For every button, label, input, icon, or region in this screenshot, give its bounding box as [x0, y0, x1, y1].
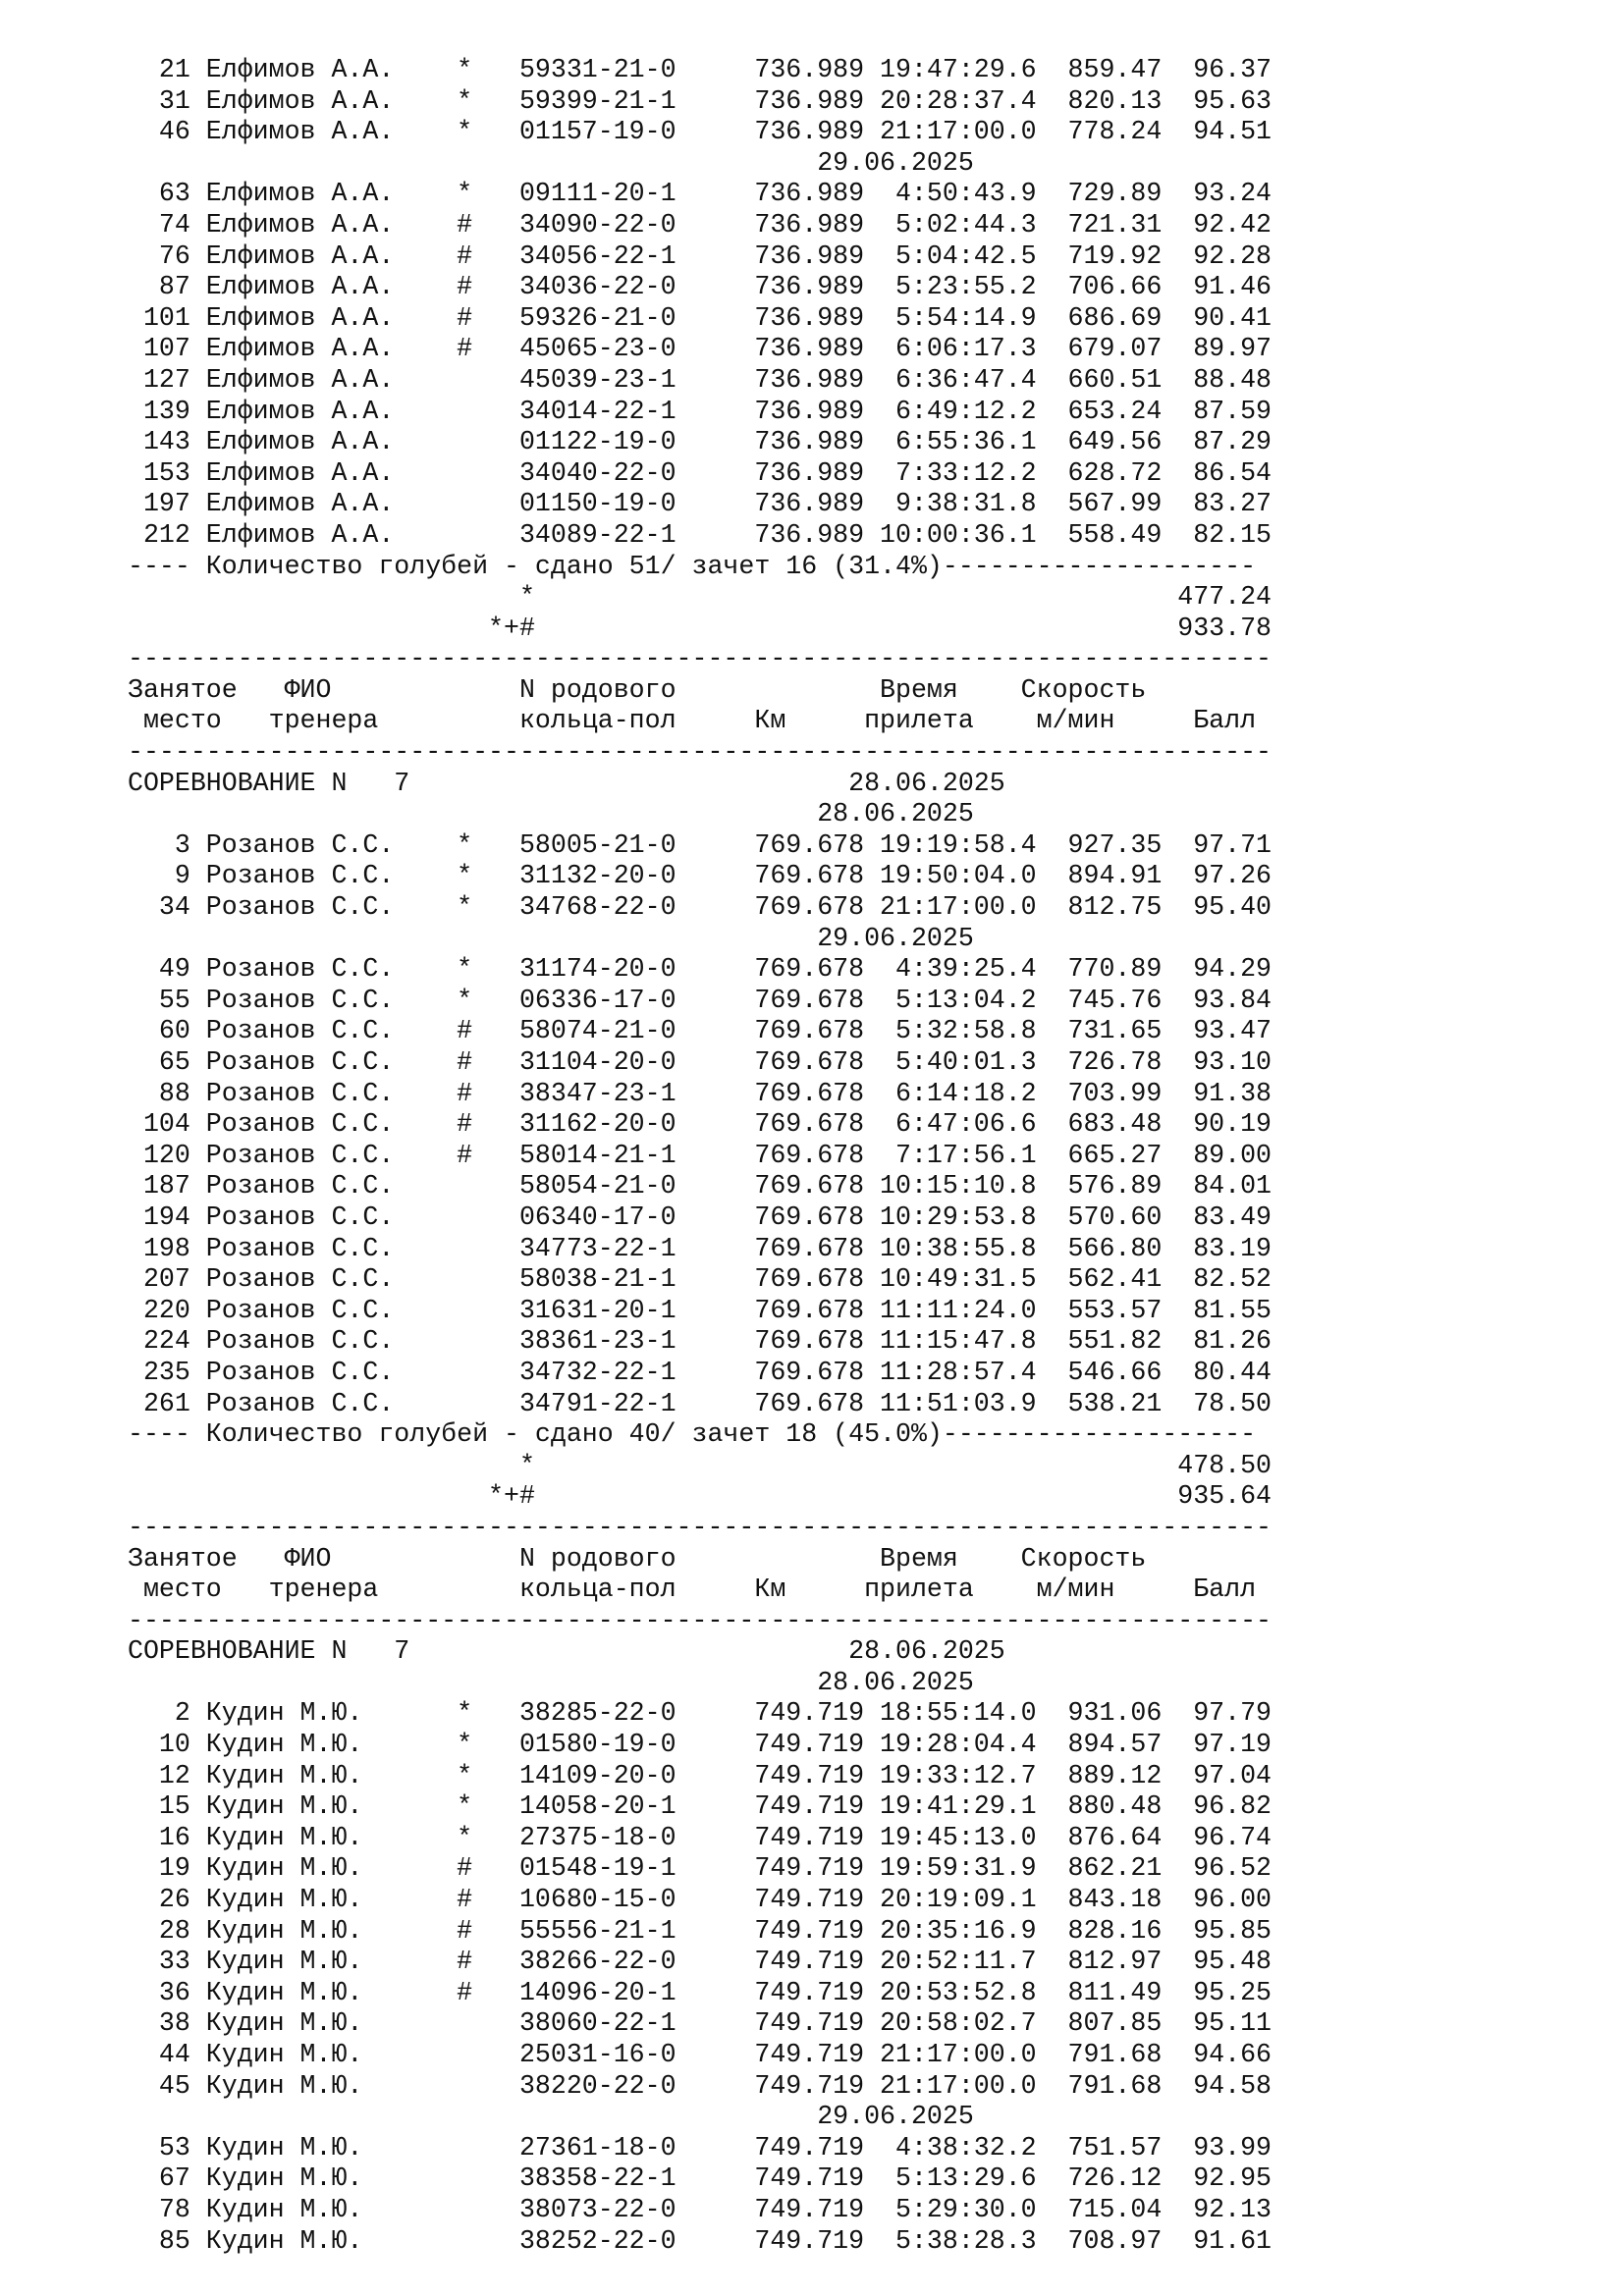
score-total-line: * 478.50 — [128, 1450, 1272, 1480]
results-printout — [128, 55, 1561, 2257]
column-header: место тренера кольца-пол Км прилета м/мин Балл — [128, 1575, 1257, 1605]
result-row: 16 Кудин М.Ю. * 27375-18-0 749.719 19:45:13.0 876.64 96.74 — [128, 1822, 1272, 1852]
column-header: Занятое ФИО N родового Время Скорость — [128, 674, 1147, 705]
result-row: 65 Розанов С.С. # 31104-20-0 769.678 5:40:01.3 726.78 93.10 — [128, 1047, 1272, 1077]
result-row: 212 Елфимов А.А. 34089-22-1 736.989 10:00:36.1 558.49 82.15 — [128, 519, 1272, 550]
result-row: 104 Розанов С.С. # 31162-20-0 769.678 6:47:06.6 683.48 90.19 — [128, 1109, 1272, 1140]
score-total-line: * 477.24 — [128, 582, 1272, 613]
result-row: 21 Елфимов А.А. * 59331-21-0 736.989 19:47:29.6 859.47 96.37 — [128, 55, 1272, 84]
competition-header: СОРЕВНОВАНИЕ N 7 28.06.2025 — [128, 768, 1005, 798]
result-row: 38 Кудин М.Ю. 38060-22-1 749.719 20:58:02.7 807.85 95.11 — [128, 2008, 1272, 2039]
result-row: 34 Розанов С.С. * 34768-22-0 769.678 21:17:00.0 812.75 95.40 — [128, 892, 1272, 923]
result-row: 49 Розанов С.С. * 31174-20-0 769.678 4:39:25.4 770.89 94.29 — [128, 954, 1272, 985]
result-row: 78 Кудин М.Ю. 38073-22-0 749.719 5:29:30.0 715.04 92.13 — [128, 2194, 1272, 2224]
result-row: 26 Кудин М.Ю. # 10680-15-0 749.719 20:19:09.1 843.18 96.00 — [128, 1885, 1272, 1915]
result-row: 46 Елфимов А.А. * 01157-19-0 736.989 21:17:00.0 778.24 94.51 — [128, 117, 1272, 147]
result-row: 139 Елфимов А.А. 34014-22-1 736.989 6:49:12.2 653.24 87.59 — [128, 396, 1272, 426]
separator-line: ------------------------------------------------------------------------- — [128, 1512, 1272, 1542]
date-line: 29.06.2025 — [128, 147, 974, 178]
result-row: 85 Кудин М.Ю. 38252-22-0 749.719 5:38:28.3 708.97 91.61 — [128, 2225, 1272, 2256]
result-row: 19 Кудин М.Ю. # 01548-19-1 749.719 19:59:31.9 862.21 96.52 — [128, 1853, 1272, 1884]
column-header: Занятое ФИО N родового Время Скорость — [128, 1543, 1147, 1574]
separator-line: ------------------------------------------------------------------------- — [128, 1605, 1272, 1635]
result-row: 74 Елфимов А.А. # 34090-22-0 736.989 5:02:44.3 721.31 92.42 — [128, 209, 1272, 240]
result-row: 12 Кудин М.Ю. * 14109-20-0 749.719 19:33:12.7 889.12 97.04 — [128, 1760, 1272, 1790]
summary-line: ---- Количество голубей - сдано 51/ зачет 16 (31.4%)-------------------- — [128, 551, 1257, 581]
result-row: 88 Розанов С.С. # 38347-23-1 769.678 6:14:18.2 703.99 91.38 — [128, 1078, 1272, 1108]
result-row: 220 Розанов С.С. 31631-20-1 769.678 11:11:24.0 553.57 81.55 — [128, 1295, 1272, 1325]
result-row: 45 Кудин М.Ю. 38220-22-0 749.719 21:17:00.0 791.68 94.58 — [128, 2070, 1272, 2101]
result-row: 2 Кудин М.Ю. * 38285-22-0 749.719 18:55:14.0 931.06 97.79 — [128, 1698, 1272, 1729]
result-row: 10 Кудин М.Ю. * 01580-19-0 749.719 19:28:04.4 894.57 97.19 — [128, 1730, 1272, 1760]
result-row: 235 Розанов С.С. 34732-22-1 769.678 11:28:57.4 546.66 80.44 — [128, 1357, 1272, 1387]
date-line: 28.06.2025 — [128, 1667, 974, 1697]
result-row: 120 Розанов С.С. # 58014-21-1 769.678 7:17:56.1 665.27 89.00 — [128, 1140, 1272, 1170]
result-row: 261 Розанов С.С. 34791-22-1 769.678 11:51:03.9 538.21 78.50 — [128, 1388, 1272, 1418]
result-row: 87 Елфимов А.А. # 34036-22-0 736.989 5:23:55.2 706.66 91.46 — [128, 272, 1272, 302]
result-row: 33 Кудин М.Ю. # 38266-22-0 749.719 20:52:11.7 812.97 95.48 — [128, 1947, 1272, 1977]
result-row: 53 Кудин М.Ю. 27361-18-0 749.719 4:38:32.2 751.57 93.99 — [128, 2132, 1272, 2163]
result-row: 224 Розанов С.С. 38361-23-1 769.678 11:15:47.8 551.82 81.26 — [128, 1326, 1272, 1357]
result-row: 36 Кудин М.Ю. # 14096-20-1 749.719 20:53:52.8 811.49 95.25 — [128, 1977, 1272, 2007]
result-row: 55 Розанов С.С. * 06336-17-0 769.678 5:13:04.2 745.76 93.84 — [128, 985, 1272, 1015]
result-row: 76 Елфимов А.А. # 34056-22-1 736.989 5:04:42.5 719.92 92.28 — [128, 240, 1272, 271]
result-row: 44 Кудин М.Ю. 25031-16-0 749.719 21:17:00.0 791.68 94.66 — [128, 2040, 1272, 2069]
column-header: место тренера кольца-пол Км прилета м/мин Балл — [128, 706, 1257, 736]
result-row: 198 Розанов С.С. 34773-22-1 769.678 10:38:55.8 566.80 83.19 — [128, 1233, 1272, 1263]
result-row: 107 Елфимов А.А. # 45065-23-0 736.989 6:06:17.3 679.07 89.97 — [128, 334, 1272, 364]
result-row: 153 Елфимов А.А. 34040-22-0 736.989 7:33:12.2 628.72 86.54 — [128, 457, 1272, 488]
result-row: 60 Розанов С.С. # 58074-21-0 769.678 5:32:58.8 731.65 93.47 — [128, 1016, 1272, 1046]
result-row: 101 Елфимов А.А. # 59326-21-0 736.989 5:54:14.9 686.69 90.41 — [128, 302, 1272, 333]
result-row: 63 Елфимов А.А. * 09111-20-1 736.989 4:50:43.9 729.89 93.24 — [128, 179, 1272, 209]
result-row: 9 Розанов С.С. * 31132-20-0 769.678 19:50:04.0 894.91 97.26 — [128, 861, 1272, 891]
competition-header: СОРЕВНОВАНИЕ N 7 28.06.2025 — [128, 1636, 1005, 1667]
separator-line: ------------------------------------------------------------------------- — [128, 644, 1272, 674]
result-row: 28 Кудин М.Ю. # 55556-21-1 749.719 20:35:16.9 828.16 95.85 — [128, 1915, 1272, 1946]
date-line: 28.06.2025 — [128, 799, 974, 829]
result-row: 197 Елфимов А.А. 01150-19-0 736.989 9:38:31.8 567.99 83.27 — [128, 489, 1272, 519]
result-row: 127 Елфимов А.А. 45039-23-1 736.989 6:36:47.4 660.51 88.48 — [128, 364, 1272, 395]
score-total-line: *+# 933.78 — [128, 613, 1272, 643]
result-row: 67 Кудин М.Ю. 38358-22-1 749.719 5:13:29.6 726.12 92.95 — [128, 2163, 1272, 2194]
date-line: 29.06.2025 — [128, 923, 974, 953]
separator-line: ------------------------------------------------------------------------- — [128, 737, 1272, 768]
result-row: 207 Розанов С.С. 58038-21-1 769.678 10:49:31.5 562.41 82.52 — [128, 1264, 1272, 1295]
score-total-line: *+# 935.64 — [128, 1481, 1272, 1512]
result-row: 3 Розанов С.С. * 58005-21-0 769.678 19:19:58.4 927.35 97.71 — [128, 829, 1272, 860]
date-line: 29.06.2025 — [128, 2102, 974, 2132]
result-row: 143 Елфимов А.А. 01122-19-0 736.989 6:55:36.1 649.56 87.29 — [128, 427, 1272, 457]
summary-line: ---- Количество голубей - сдано 40/ зачет 18 (45.0%)-------------------- — [128, 1419, 1257, 1450]
result-row: 194 Розанов С.С. 06340-17-0 769.678 10:29:53.8 570.60 83.49 — [128, 1201, 1272, 1232]
result-row: 31 Елфимов А.А. * 59399-21-1 736.989 20:28:37.4 820.13 95.63 — [128, 85, 1272, 116]
result-row: 15 Кудин М.Ю. * 14058-20-1 749.719 19:41:29.1 880.48 96.82 — [128, 1791, 1272, 1822]
result-row: 187 Розанов С.С. 58054-21-0 769.678 10:15:10.8 576.89 84.01 — [128, 1171, 1272, 1201]
